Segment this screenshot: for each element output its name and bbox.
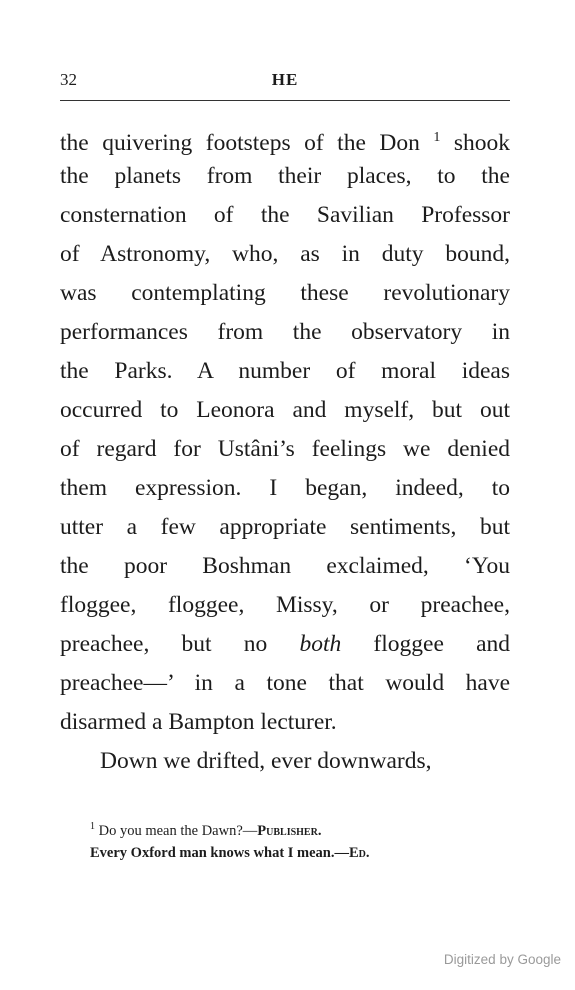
text-line: the Parks. A number of moral ideas [60, 358, 510, 384]
footnote-marker: 1 [433, 130, 441, 145]
italic-word: both [299, 631, 342, 657]
footnote-line: Every Oxford man knows what I mean.—Ed. [90, 844, 370, 861]
footnote-line: $^1$ Do you mean the Dawn?—Publisher. [90, 821, 322, 839]
text-line: the planets from their places, to the [60, 163, 510, 189]
text-line: of regard for Ustâni’s feelings we denied [60, 436, 510, 462]
footnote-number: 1 [90, 821, 95, 832]
text-line: preachee, but no both floggee and [60, 631, 511, 657]
text-line: performances from the observatory in [60, 319, 510, 345]
page-header [60, 70, 510, 94]
footnotes [90, 816, 470, 864]
body-text [60, 118, 510, 781]
text-line: the quivering footsteps of the Don $^1$ shook [60, 129, 511, 156]
text-line: utter a few appropriate sentiments, but [60, 514, 510, 540]
text-line: occurred to Leonora and myself, but out [60, 397, 510, 423]
text-line: floggee, floggee, Missy, or preachee, [60, 592, 510, 618]
text-line: was contemplating these revolutionary [60, 280, 510, 306]
text-line: of Astronomy, who, as in duty bound, [60, 241, 510, 267]
text-line: them expression. I began, indeed, to [60, 475, 510, 501]
page-number: 32 [60, 70, 77, 89]
footnote-credit: Ed. [349, 844, 370, 861]
text-line: the poor Boshman exclaimed, ‘You [60, 553, 510, 579]
watermark: Digitized by Google [443, 952, 561, 967]
header-rule [60, 100, 510, 101]
text-line: consternation of the Savilian Professor [60, 202, 510, 228]
text-line: Down we drifted, ever downwards, [100, 748, 432, 774]
footnote-credit: Publisher. [257, 822, 322, 839]
text-line: preachee—’ in a tone that would have [60, 670, 510, 696]
running-head: HE [271, 70, 299, 89]
text-line: disarmed a Bampton lecturer. [60, 709, 337, 735]
